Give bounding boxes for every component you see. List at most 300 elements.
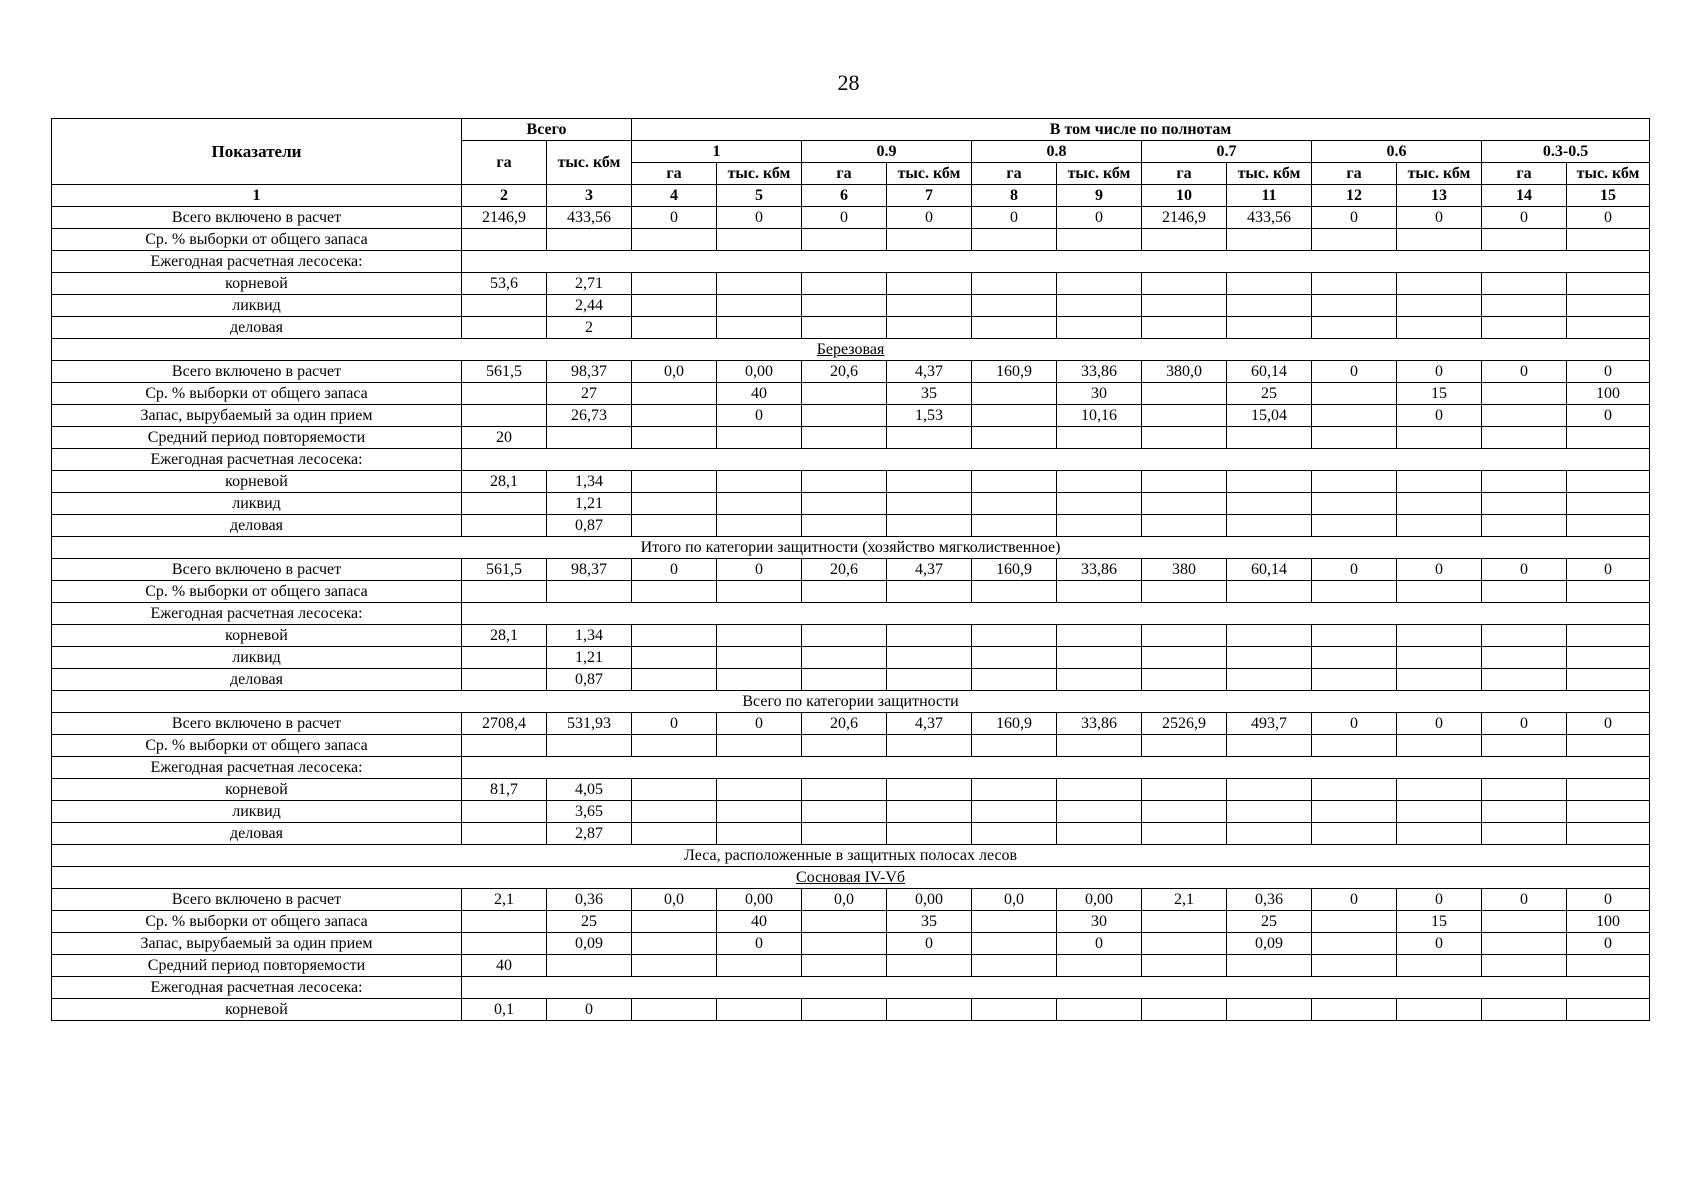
table-cell [1142,493,1227,515]
table-cell [1567,955,1650,977]
table-cell [1057,999,1142,1021]
table-cell [1142,383,1227,405]
table-cell: 33,86 [1057,559,1142,581]
table-row [52,537,1650,559]
table-cell [1057,779,1142,801]
table-cell [1397,999,1482,1021]
table-cell [717,999,802,1021]
table-cell [632,515,717,537]
table-cell: 0 [1312,559,1397,581]
header-unit-ha: га [1312,163,1397,185]
header-unit-ha: га [802,163,887,185]
row-label: корневой [52,273,462,295]
table-cell [887,625,972,647]
table-cell [802,735,887,757]
header-density: 0.9 [802,141,972,163]
table-cell [1482,317,1567,339]
table-cell: 4,37 [887,559,972,581]
table-cell [1142,581,1227,603]
header-unit-ha: га [632,163,717,185]
table-row [52,493,1650,515]
table-cell [1567,581,1650,603]
table-row [52,801,1650,823]
table-cell [887,581,972,603]
table-cell [1397,647,1482,669]
row-label: Ср. % выборки от общего запаса [52,229,462,251]
table-cell [1227,427,1312,449]
header-density: 0.3-0.5 [1482,141,1650,163]
table-cell [1227,955,1312,977]
table-cell [632,669,717,691]
table-cell: 0 [1567,207,1650,229]
table-cell: 0,0 [972,889,1057,911]
table-cell [887,471,972,493]
table-cell: 40 [717,911,802,933]
row-label: Ежегодная расчетная лесосека: [52,603,462,625]
table-cell [972,911,1057,933]
table-cell: 0,87 [547,515,632,537]
table-cell [1142,933,1227,955]
empty-span-cell [462,977,1650,999]
table-cell [972,229,1057,251]
table-body [52,207,1650,1021]
table-cell [1142,735,1227,757]
table-cell [1567,229,1650,251]
table-cell [1482,427,1567,449]
table-cell: 0,0 [802,889,887,911]
table-cell [1227,515,1312,537]
table-cell: 380,0 [1142,361,1227,383]
table-cell [802,229,887,251]
row-label: Средний период повторяемости [52,427,462,449]
table-cell [462,229,547,251]
section-heading-text: Леса, расположенные в защитных полосах лесов [683,846,1018,864]
table-cell [1057,229,1142,251]
table-cell [1482,911,1567,933]
table-cell [972,801,1057,823]
table-cell [1397,823,1482,845]
table-row [52,207,1650,229]
table-row [52,647,1650,669]
table-cell [972,317,1057,339]
table-cell [632,735,717,757]
table-cell: 0 [717,713,802,735]
table-cell [717,669,802,691]
table-cell [1397,317,1482,339]
table-cell [1312,735,1397,757]
table-cell: 35 [887,383,972,405]
header-unit-ha: га [972,163,1057,185]
table-cell: 160,9 [972,559,1057,581]
table-cell [1397,735,1482,757]
table-cell: 15 [1397,383,1482,405]
section-heading-text: Всего по категории защитности [742,692,959,710]
table-cell: 0 [1057,933,1142,955]
table-cell: 0 [1482,889,1567,911]
table-row [52,251,1650,273]
table-cell [972,999,1057,1021]
table-cell [1312,405,1397,427]
table-cell: 81,7 [462,779,547,801]
header-column-number: 13 [1397,185,1482,207]
header-column-number: 10 [1142,185,1227,207]
table-cell [1057,581,1142,603]
empty-span-cell [462,251,1650,273]
table-cell: 561,5 [462,559,547,581]
table-cell [1312,647,1397,669]
table-row [52,977,1650,999]
table-cell: 0,1 [462,999,547,1021]
table-row [52,449,1650,471]
table-cell [1057,515,1142,537]
table-cell [717,955,802,977]
table-cell: 4,05 [547,779,632,801]
table-cell [1397,229,1482,251]
row-label: Ср. % выборки от общего запаса [52,383,462,405]
table-cell [1397,427,1482,449]
row-label: ликвид [52,493,462,515]
table-cell [717,471,802,493]
table-cell [1397,515,1482,537]
table-cell: 20,6 [802,713,887,735]
header-unit-volume: тыс. кбм [717,163,802,185]
table-cell: 0,87 [547,669,632,691]
table-cell [972,405,1057,427]
table-cell [717,295,802,317]
table-row [52,933,1650,955]
table-cell [1397,295,1482,317]
table-cell: 0,36 [1227,889,1312,911]
table-cell [1482,383,1567,405]
row-label: ликвид [52,647,462,669]
table-cell [802,471,887,493]
table-cell [1057,317,1142,339]
empty-span-cell [462,449,1650,471]
table-cell [887,515,972,537]
table-cell [802,669,887,691]
table-row [52,779,1650,801]
table-cell [1142,911,1227,933]
table-row [52,713,1650,735]
table-cell: 0 [717,207,802,229]
header-total: Всего [462,119,632,141]
table-cell [1057,273,1142,295]
table-cell [1142,273,1227,295]
table-cell [887,295,972,317]
table-cell [1227,229,1312,251]
row-label: корневой [52,999,462,1021]
header-column-numbers [52,185,1650,207]
table-cell [1312,493,1397,515]
row-label: Запас, вырубаемый за один прием [52,933,462,955]
table-cell [1567,823,1650,845]
table-cell: 2,44 [547,295,632,317]
table-cell [632,581,717,603]
header-density: 0.6 [1312,141,1482,163]
table-row [52,669,1650,691]
table-cell [887,801,972,823]
table-cell: 2526,9 [1142,713,1227,735]
table-cell [1312,779,1397,801]
table-cell [1227,493,1312,515]
row-label: Ср. % выборки от общего запаса [52,911,462,933]
row-label: Ежегодная расчетная лесосека: [52,757,462,779]
table-cell [462,515,547,537]
header-density: 1 [632,141,802,163]
table-row [52,471,1650,493]
table-cell [1482,273,1567,295]
table-cell: 0 [1312,207,1397,229]
table-cell [802,823,887,845]
table-cell [1057,823,1142,845]
table-cell: 0 [1567,889,1650,911]
table-cell [1142,779,1227,801]
table-cell: 433,56 [547,207,632,229]
table-cell: 1,34 [547,625,632,647]
table-cell [632,229,717,251]
table-cell: 0 [1482,361,1567,383]
table-cell [887,955,972,977]
forest-felling-table [51,118,1650,1021]
header-unit-volume: тыс. кбм [887,163,972,185]
table-cell [1397,471,1482,493]
table-cell: 20,6 [802,559,887,581]
table-cell [887,823,972,845]
table-cell: 0 [717,933,802,955]
table-cell [1227,801,1312,823]
table-cell: 0 [1312,713,1397,735]
row-label: Всего включено в расчет [52,207,462,229]
row-label: деловая [52,515,462,537]
table-header [52,119,1650,207]
table-cell [1567,493,1650,515]
table-cell: 2146,9 [1142,207,1227,229]
table-cell: 0 [1397,207,1482,229]
table-cell: 0 [1397,713,1482,735]
table-cell [1567,801,1650,823]
table-cell: 1,21 [547,647,632,669]
row-label: Всего включено в расчет [52,361,462,383]
table-cell [717,647,802,669]
table-cell: 160,9 [972,361,1057,383]
table-cell [972,669,1057,691]
table-cell [1142,427,1227,449]
table-cell [1567,647,1650,669]
table-cell: 0 [1567,361,1650,383]
table-cell [802,493,887,515]
table-cell: 0 [1397,405,1482,427]
table-cell [632,999,717,1021]
table-cell [632,427,717,449]
table-cell [1227,625,1312,647]
table-cell: 27 [547,383,632,405]
table-row [52,581,1650,603]
header-column-number: 8 [972,185,1057,207]
table-cell [1142,801,1227,823]
table-cell: 35 [887,911,972,933]
table-cell [1057,669,1142,691]
table-cell [462,823,547,845]
table-cell [717,625,802,647]
table-cell [717,823,802,845]
table-cell [1057,647,1142,669]
table-cell: 0 [802,207,887,229]
table-cell: 30 [1057,911,1142,933]
table-cell [1397,493,1482,515]
table-row [52,273,1650,295]
table-cell [632,933,717,955]
table-row [52,515,1650,537]
header-column-number: 12 [1312,185,1397,207]
table-cell [1567,735,1650,757]
table-cell [1312,317,1397,339]
table-cell [972,625,1057,647]
table-cell [1227,317,1312,339]
table-cell: 33,86 [1057,713,1142,735]
table-cell [1142,515,1227,537]
table-cell [972,647,1057,669]
row-label: деловая [52,823,462,845]
table-cell: 0 [1482,713,1567,735]
table-cell: 0,00 [717,361,802,383]
table-cell [1312,999,1397,1021]
table-cell [1567,625,1650,647]
table-cell [632,471,717,493]
table-row [52,691,1650,713]
table-cell [887,647,972,669]
table-cell [632,823,717,845]
table-cell [462,493,547,515]
table-cell [462,801,547,823]
table-cell: 60,14 [1227,361,1312,383]
table-row [52,845,1650,867]
table-cell: 0,00 [1057,889,1142,911]
table-cell [632,273,717,295]
table-cell: 0,0 [632,889,717,911]
table-cell [887,273,972,295]
table-cell [547,955,632,977]
table-cell [1482,581,1567,603]
table-cell [1312,911,1397,933]
table-cell: 20 [462,427,547,449]
table-row [52,427,1650,449]
table-cell: 0 [1567,933,1650,955]
header-density: 0.7 [1142,141,1312,163]
table-cell: 0,09 [547,933,632,955]
table-cell [1312,933,1397,955]
table-row [52,735,1650,757]
page-number: 28 [837,70,860,95]
table-cell: 531,93 [547,713,632,735]
table-cell [462,581,547,603]
table-cell [462,911,547,933]
table-cell: 25 [1227,911,1312,933]
header-unit-ha: га [1482,163,1567,185]
section-heading-text: Итого по категории защитности (хозяйство мягколиственное) [640,538,1061,556]
row-label: Ежегодная расчетная лесосека: [52,977,462,999]
table-cell [802,955,887,977]
row-label: Ежегодная расчетная лесосека: [52,449,462,471]
table-cell: 0 [887,207,972,229]
table-cell [1057,955,1142,977]
table-cell: 28,1 [462,625,547,647]
table-cell: 53,6 [462,273,547,295]
table-cell: 493,7 [1227,713,1312,735]
table-cell [972,493,1057,515]
table-cell [887,999,972,1021]
table-cell [717,581,802,603]
header-unit-volume: тыс. кбм [1397,163,1482,185]
table-cell: 0 [1057,207,1142,229]
table-cell [1312,581,1397,603]
row-label: Ср. % выборки от общего запаса [52,581,462,603]
table-cell: 0 [1312,361,1397,383]
table-cell: 25 [1227,383,1312,405]
table-cell [462,405,547,427]
table-row [52,361,1650,383]
row-label: Ежегодная расчетная лесосека: [52,251,462,273]
table-cell [1482,647,1567,669]
table-cell [462,383,547,405]
header-density: 0.8 [972,141,1142,163]
table-row [52,383,1650,405]
table-row [52,405,1650,427]
table-cell [547,735,632,757]
table-cell: 0 [717,559,802,581]
table-cell [1312,229,1397,251]
table-cell: 2,87 [547,823,632,845]
table-row [52,757,1650,779]
table-cell [972,383,1057,405]
table-cell [1057,801,1142,823]
table-cell: 10,16 [1057,405,1142,427]
table-cell [1057,625,1142,647]
row-label: деловая [52,669,462,691]
table-cell [1227,647,1312,669]
table-cell: 100 [1567,911,1650,933]
table-cell [1567,471,1650,493]
table-cell [1397,581,1482,603]
table-cell [1482,669,1567,691]
table-cell [887,317,972,339]
table-cell: 2708,4 [462,713,547,735]
table-cell [1482,735,1567,757]
table-cell [802,999,887,1021]
table-cell [972,515,1057,537]
header-unit-volume: тыс. кбм [1057,163,1142,185]
table-cell [1142,955,1227,977]
table-cell: 98,37 [547,361,632,383]
table-cell [632,911,717,933]
table-row [52,823,1650,845]
table-cell [1057,493,1142,515]
table-cell: 100 [1567,383,1650,405]
table-cell [972,427,1057,449]
table-cell: 0 [547,999,632,1021]
table-cell [1312,295,1397,317]
table-cell [1312,471,1397,493]
table-cell [462,669,547,691]
table-cell [1567,427,1650,449]
header-column-number: 11 [1227,185,1312,207]
table-cell: 0 [1397,933,1482,955]
table-cell [802,647,887,669]
row-label: корневой [52,625,462,647]
table-cell: 28,1 [462,471,547,493]
table-cell [1227,471,1312,493]
table-cell: 0 [1482,207,1567,229]
table-cell: 0,00 [717,889,802,911]
